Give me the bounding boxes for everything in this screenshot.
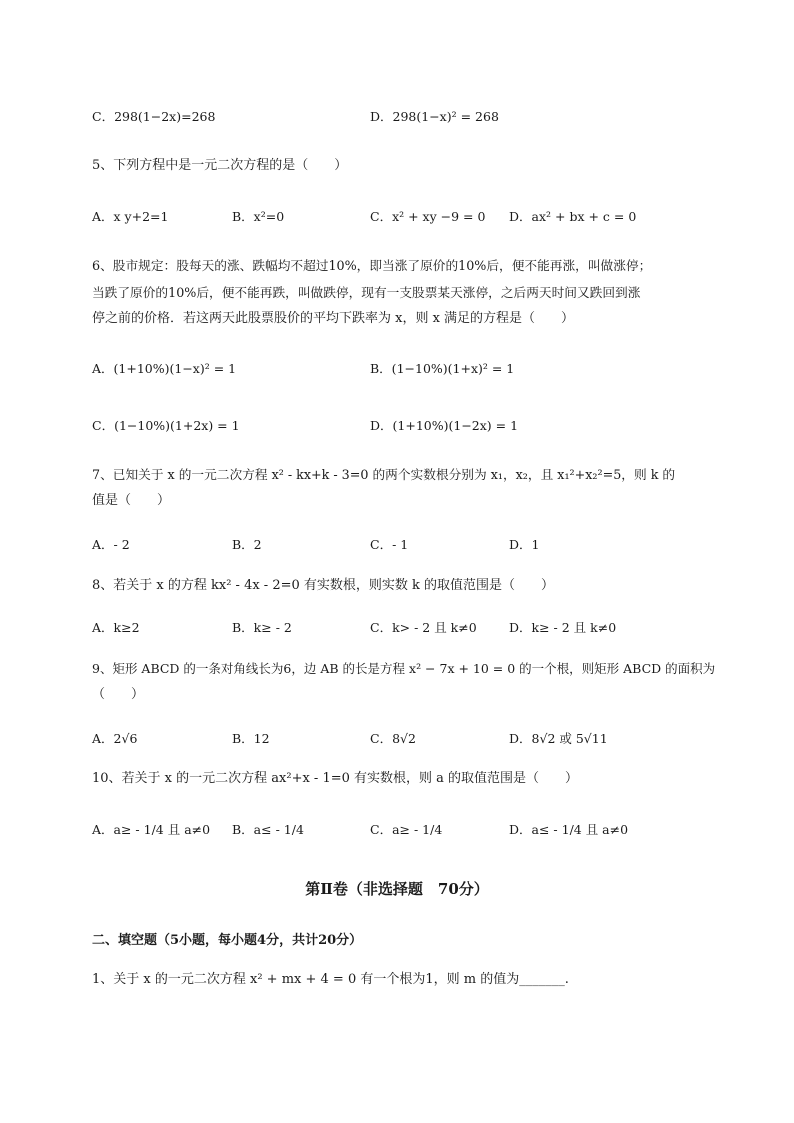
q9-stem-line2: （ ）	[92, 687, 145, 702]
q6-option-c: C．(1−10%)(1+2x) = 1	[92, 418, 240, 433]
q4-option-d: D．298(1−x)² = 268	[370, 109, 499, 124]
q5-option-c: C．x² + xy −9 = 0	[370, 209, 486, 224]
q5-option-d: D．ax² + bx + c = 0	[509, 209, 637, 224]
q6-option-a: A．(1+10%)(1−x)² = 1	[92, 361, 237, 376]
q8-option-c: C．k> - 2 且 k≠0	[370, 620, 477, 635]
q4-option-c: C．298(1−2x)=268	[92, 109, 216, 124]
fill-in-q1: 1、关于 x 的一元二次方程 x² + mx + 4 = 0 有一个根为1，则 m 的值为_______.	[92, 972, 569, 987]
fill-in-section-heading: 二、填空题（5小题，每小题4分，共计20分）	[92, 933, 363, 948]
q6-stem-line3: 停之前的价格．若这两天此股票股价的平均下跌率为 x，则 x 满足的方程是（ ）	[92, 311, 575, 326]
q9-option-b: B．12	[232, 731, 270, 746]
q5-option-a: A．x y+2=1	[92, 209, 169, 224]
q10-stem: 10、若关于 x 的一元二次方程 ax²+x - 1=0 有实数根，则 a 的取值范围是（ ）	[92, 771, 579, 786]
q9-option-d: D．8√2 或 5√11	[509, 731, 608, 746]
part2-title: 第Ⅱ卷（非选择题 70分）	[305, 880, 489, 898]
q5-option-b: B．x²=0	[232, 209, 285, 224]
q9-stem-line1: 9、矩形 ABCD 的一条对角线长为6，边 AB 的长是方程 x² − 7x + 10 = 0 的一个根，则矩形 ABCD 的面积为	[92, 661, 716, 676]
q7-option-b: B．2	[232, 537, 262, 552]
q8-stem: 8、若关于 x 的方程 kx² - 4x - 2=0 有实数根，则实数 k 的取值范围是（ ）	[92, 578, 555, 593]
q10-option-a: A．a≥ - 1/4 且 a≠0	[92, 822, 211, 837]
q8-option-b: B．k≥ - 2	[232, 620, 292, 635]
q7-option-d: D．1	[509, 537, 540, 552]
q5-stem: 5、下列方程中是一元二次方程的是（ ）	[92, 158, 348, 173]
q8-option-a: A．k≥2	[92, 620, 140, 635]
q7-option-a: A．- 2	[92, 537, 130, 552]
q6-stem-line1: 6、股市规定：股每天的涨、跌幅均不超过10%，即当涨了原价的10%后，便不能再涨，叫做涨停；	[92, 258, 652, 273]
q6-option-b: B．(1−10%)(1+x)² = 1	[370, 361, 515, 376]
q7-stem-line2: 值是（ ）	[92, 493, 171, 508]
q9-option-c: C．8√2	[370, 731, 416, 746]
q6-stem-line2: 当跌了原价的10%后，便不能再跌，叫做跌停，现有一支股票某天涨停，之后两天时间又跌回到涨	[92, 285, 641, 300]
q7-option-c: C．- 1	[370, 537, 409, 552]
q8-option-d: D．k≥ - 2 且 k≠0	[509, 620, 617, 635]
q7-stem-line1: 7、已知关于 x 的一元二次方程 x² - kx+k - 3=0 的两个实数根分别为 x₁，x₂，且 x₁²+x₂²=5，则 k 的	[92, 467, 676, 482]
q10-option-b: B．a≤ - 1/4	[232, 822, 304, 837]
q9-option-a: A．2√6	[92, 731, 138, 746]
q10-option-d: D．a≤ - 1/4 且 a≠0	[509, 822, 629, 837]
q10-option-c: C．a≥ - 1/4	[370, 822, 443, 837]
q6-option-d: D．(1+10%)(1−2x) = 1	[370, 418, 519, 433]
